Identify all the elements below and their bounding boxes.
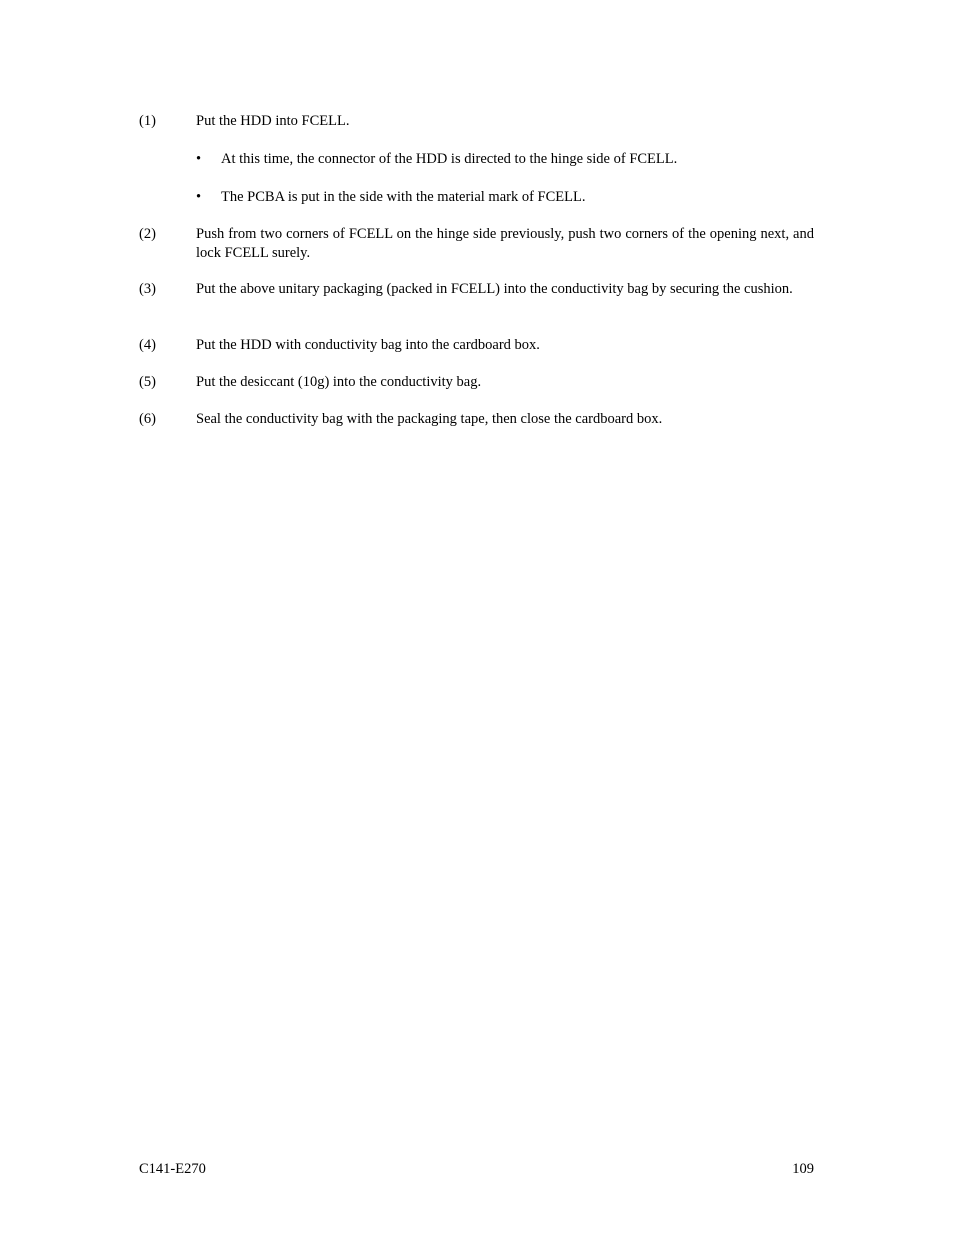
step-6 [139,410,814,429]
bullet-2 [196,188,814,207]
step-text: Push from two corners of FCELL on the hinge side previously, push two corners of the opening next, and lock FCELL surely. [196,226,814,261]
footer-page-number: 109 [792,1161,814,1177]
footer-doc-id: C141-E270 [139,1161,206,1177]
bullet-symbol: • [196,189,202,205]
step-text: Put the above unitary packaging (packed in FCELL) into the conductivity bag by securing the cushion. [196,281,793,297]
step-number: (6) [139,411,156,427]
step-2 [139,225,814,263]
bullet-text: The PCBA is put in the side with the material mark of FCELL. [221,189,586,205]
step-5 [139,373,814,392]
step-number: (5) [139,374,156,390]
step-number: (3) [139,281,156,297]
bullet-symbol: • [196,151,202,167]
bullet-text: At this time, the connector of the HDD is directed to the hinge side of FCELL. [221,151,678,167]
step-text: Put the HDD into FCELL. [196,113,350,129]
step-text: Put the HDD with conductivity bag into the cardboard box. [196,337,540,353]
step-number: (1) [139,113,156,129]
step-number: (4) [139,337,156,353]
bullet-1 [196,150,814,169]
step-3 [139,280,814,299]
step-text: Seal the conductivity bag with the packaging tape, then close the cardboard box. [196,411,663,427]
step-1 [139,112,814,131]
step-4 [139,336,814,355]
step-text: Put the desiccant (10g) into the conductivity bag. [196,374,482,390]
step-number: (2) [139,226,156,242]
